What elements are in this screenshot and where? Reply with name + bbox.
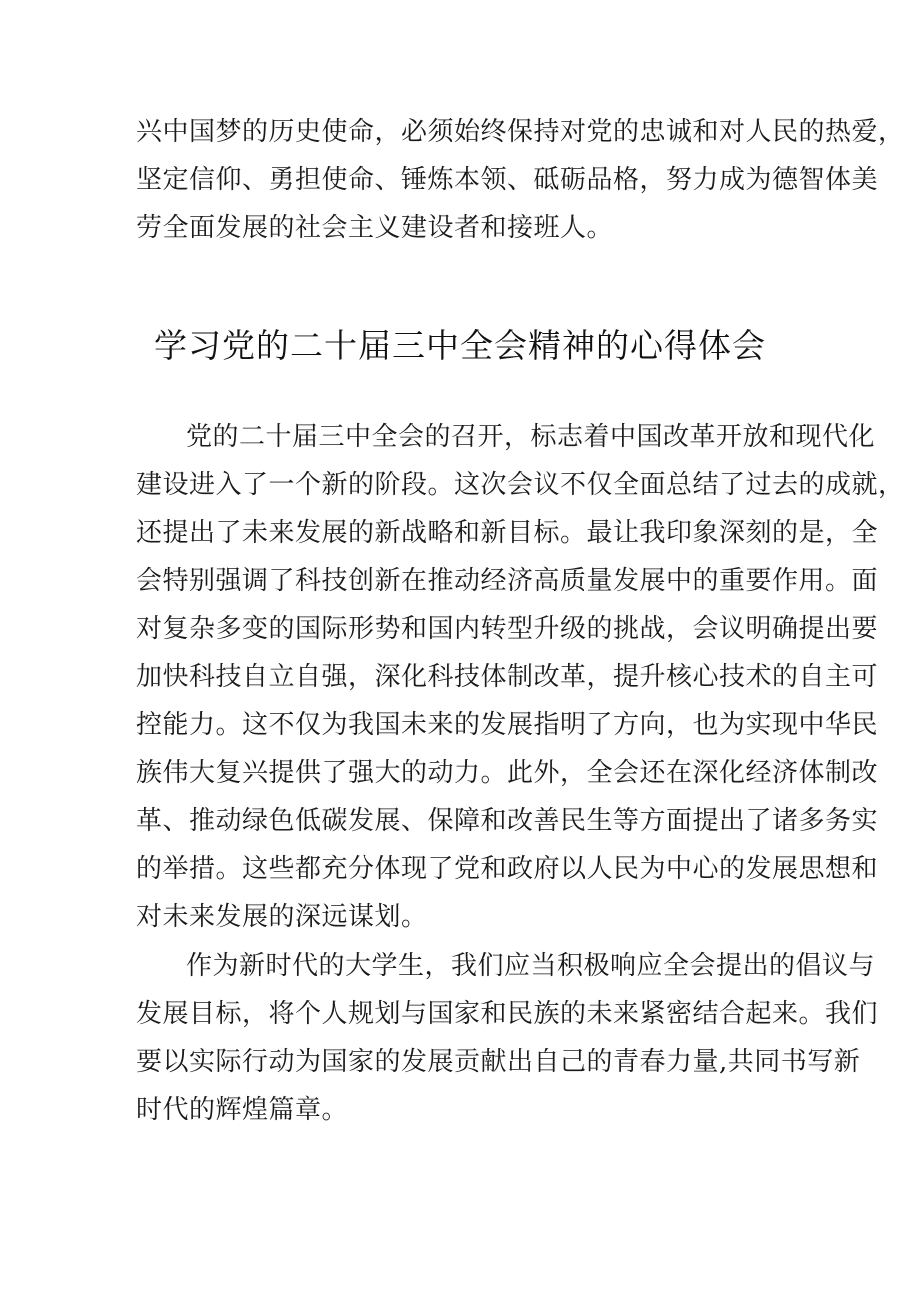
paragraph1-line-7: 控能力。这不仅为我国未来的发展指明了方向，也为实现中华民 bbox=[136, 710, 879, 740]
prev-paragraph-line-3: 劳全面发展的社会主义建设者和接班人。 bbox=[136, 213, 614, 243]
paragraph1-line-4: 会特别强调了科技创新在推动经济高质量发展中的重要作用。面 bbox=[136, 566, 879, 596]
paragraph1-line-6: 加快科技自立自强，深化科技体制改革，提升核心技术的自主可 bbox=[136, 662, 879, 692]
paragraph1-line-11: 对未来发展的深远谋划。 bbox=[136, 902, 428, 932]
prev-paragraph-line-2: 坚定信仰、勇担使命、锤炼本领、砥砺品格，努力成为德智体美 bbox=[136, 165, 879, 195]
paragraph1-line-9: 革、推动绿色低碳发展、保障和改善民生等方面提出了诸多务实 bbox=[136, 806, 879, 836]
paragraph2-line-4: 时代的辉煌篇章。 bbox=[136, 1095, 349, 1125]
paragraph1-line-8: 族伟大复兴提供了强大的动力。此外，全会还在深化经济体制改 bbox=[136, 758, 879, 788]
essay-title: 学习党的二十届三中全会精神的心得体会 bbox=[154, 326, 766, 365]
paragraph1-line-2: 建设进入了一个新的阶段。这次会议不仅全面总结了过去的成就， bbox=[136, 470, 905, 500]
paragraph2-line-1: 作为新时代的大学生，我们应当积极响应全会提出的倡议与 bbox=[186, 951, 876, 981]
paragraph1-line-3: 还提出了未来发展的新战略和新目标。最让我印象深刻的是，全 bbox=[136, 518, 879, 548]
paragraph2-line-3: 要以实际行动为国家的发展贡献出自己的青春力量,共同书写新 bbox=[136, 1047, 861, 1077]
paragraph1-line-10: 的举措。这些都充分体现了党和政府以人民为中心的发展思想和 bbox=[136, 854, 879, 884]
prev-paragraph-line-1: 兴中国梦的历史使命，必须始终保持对党的忠诚和对人民的热爱， bbox=[136, 117, 905, 147]
paragraph1-line-1: 党的二十届三中全会的召开，标志着中国改革开放和现代化 bbox=[186, 422, 876, 452]
paragraph1-line-5: 对复杂多变的国际形势和国内转型升级的挑战，会议明确提出要 bbox=[136, 614, 879, 644]
paragraph2-line-2: 发展目标，将个人规划与国家和民族的未来紧密结合起来。我们 bbox=[136, 999, 879, 1029]
